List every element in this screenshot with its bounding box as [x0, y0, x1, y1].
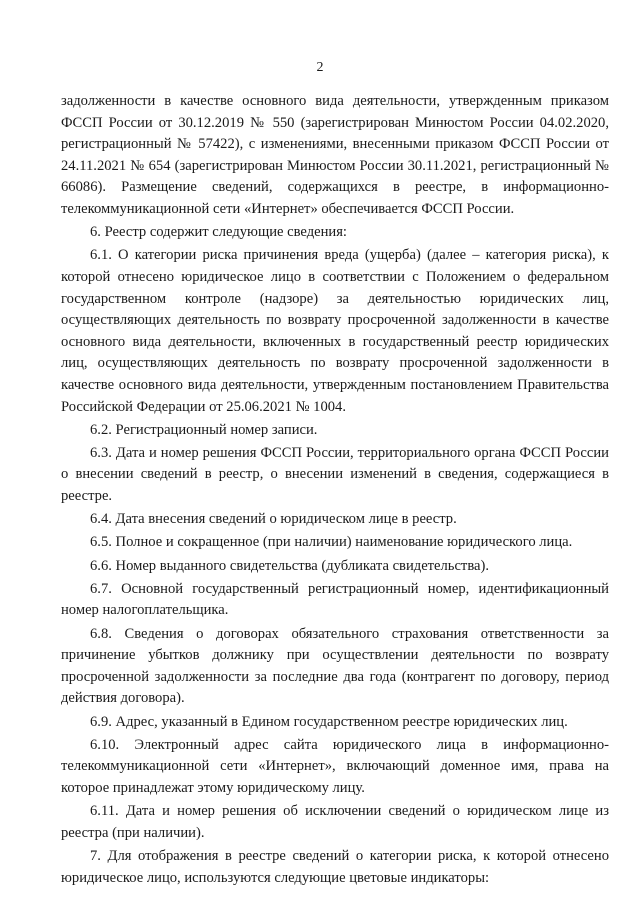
- paragraph-6-6: 6.6. Номер выданного свидетельства (дубликата свидетельства).: [90, 557, 489, 574]
- paragraph-6-4: 6.4. Дата внесения сведений о юридическом лице в реестр.: [90, 511, 457, 528]
- paragraph-6-9: 6.9. Адрес, указанный в Едином государственном реестре юридических лиц.: [90, 713, 568, 730]
- paragraph-6-11: 6.11. Дата и номер решения об исключении сведений о юридическом лице из реестра (при наличии).: [61, 803, 609, 841]
- document-body: [61, 91, 609, 889]
- paragraph-6-10: 6.10. Электронный адрес сайта юридического лица в информационно-телекоммуникационной сети «Интернет», включающий доменное имя, права на которое принадлежат этому юридическому лицу.: [61, 736, 609, 796]
- paragraph-7: 7. Для отображения в реестре сведений о категории риска, к которой отнесено юридическое лицо, используются следующие цветовые индикаторы:: [61, 847, 609, 886]
- paragraph-6-5: 6.5. Полное и сокращенное (при наличии) наименование юридического лица.: [90, 534, 573, 551]
- paragraph-6-3: 6.3. Дата и номер решения ФССП России, территориального органа ФССП России о внесении сведений в реестр, о внесении изменений в сведения, содержащиеся в реестре.: [61, 444, 609, 505]
- paragraph-6-8: 6.8. Сведения о договорах обязательного страхования ответственности за причинение убытков должнику при осуществлении деятельности по возврату просроченной задолженности за последние два года (контрагент по договору, период действия договора).: [61, 625, 609, 707]
- paragraph-6-7: 6.7. Основной государственный регистрационный номер, идентификационный номер налогоплательщика.: [61, 580, 609, 619]
- paragraph-6-2: 6.2. Регистрационный номер записи.: [90, 421, 318, 438]
- paragraph-continuation: задолженности в качестве основного вида деятельности, утвержденным приказом ФССП России от 30.12.2019 № 550 (зарегистрирован Минюстом России 04.02.2020, регистрационный № 57422), с изменениями, внесенными приказом ФССП России от 24.11.2021 № 654 (зарегистрирован Минюстом России 30.11.2021, регистрационный № 66086). Размещение сведений, содержащихся в реестре, в информационно-телекоммуникационной сети «Интернет» обеспечивается ФССП России.: [61, 93, 609, 217]
- paragraph-6-1: 6.1. О категории риска причинения вреда (ущерба) (далее – категория риска), к которой отнесено юридическое лицо в соответствии с Положением о федеральном государственном контроле (надзоре) за деятельностью юридических лиц, осуществляющих деятельность по возврату просроченной задолженности в качестве основного вида деятельности, включенных в государственный реестр юридических лиц, осуществляющих деятельность по возврату просроченной задолженности в качестве основного вида деятельности, утвержденным постановлением Правительства Российской Федерации от 25.06.2021 № 1004.: [61, 247, 609, 415]
- paragraph-6: 6. Реестр содержит следующие сведения:: [90, 224, 347, 241]
- page-number: 2: [316, 60, 324, 75]
